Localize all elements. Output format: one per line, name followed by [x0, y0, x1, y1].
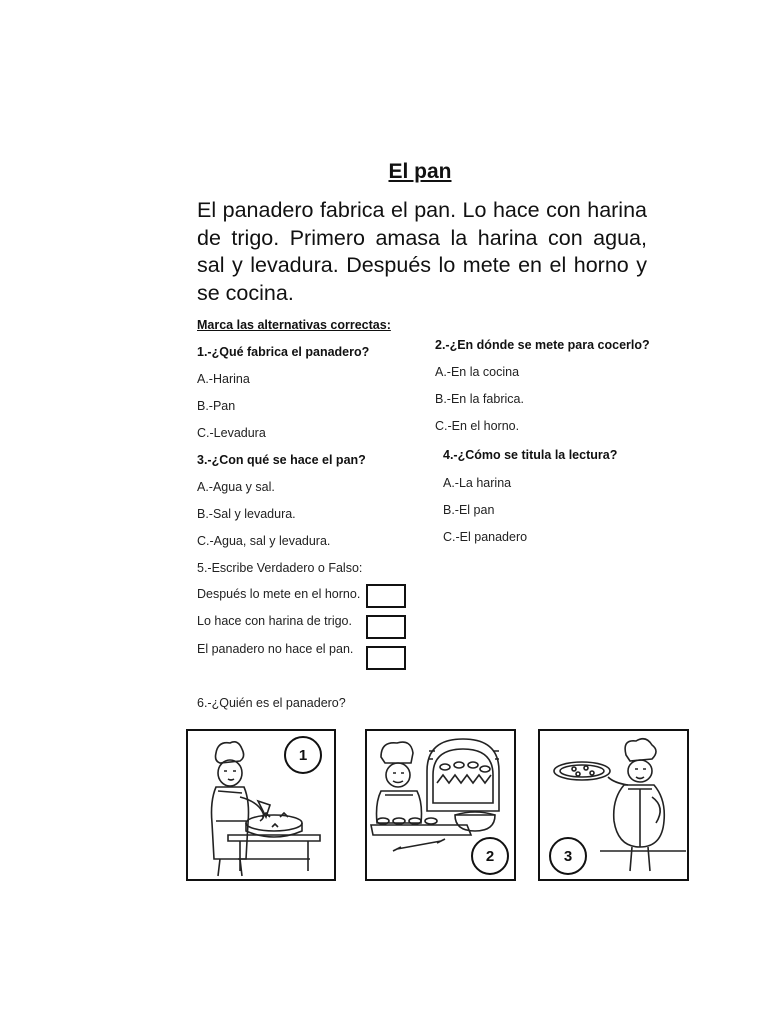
tf-answer-box-2[interactable]	[366, 615, 406, 639]
q2-option-b[interactable]: B.-En la fabrica.	[435, 392, 524, 406]
tf-statement-3: El panadero no hace el pan.	[197, 642, 354, 656]
q1-option-c[interactable]: C.-Levadura	[197, 426, 266, 440]
image-number-2: 2	[471, 837, 509, 875]
question-3: 3.-¿Con qué se hace el pan?	[197, 453, 366, 467]
reading-text: El panadero fabrica el pan. Lo hace con harina de trigo. Primero amasa la harina con agua, sal y levadura. Después lo mete en el horno y se cocina.	[197, 198, 647, 305]
q3-option-a[interactable]: A.-Agua y sal.	[197, 480, 275, 494]
image-panel-2[interactable]	[365, 729, 516, 881]
question-2: 2.-¿En dónde se mete para cocerlo?	[435, 338, 650, 352]
image-number-1: 1	[284, 736, 322, 774]
q3-option-c[interactable]: C.-Agua, sal y levadura.	[197, 534, 331, 548]
q2-option-a[interactable]: A.-En la cocina	[435, 365, 520, 379]
tf-statement-1: Después lo mete en el horno.	[197, 587, 361, 601]
q4-option-b[interactable]: B.-El pan	[443, 503, 495, 517]
instruction: Marca las alternativas correctas:	[197, 318, 391, 332]
q1-option-a[interactable]: A.-Harina	[197, 372, 250, 386]
q1-option-b[interactable]: B.-Pan	[197, 399, 236, 413]
question-1: 1.-¿Qué fabrica el panadero?	[197, 345, 370, 359]
image-number-3: 3	[549, 837, 587, 875]
q3-option-b[interactable]: B.-Sal y levadura.	[197, 507, 296, 521]
q4-option-a[interactable]: A.-La harina	[443, 476, 512, 490]
q4-option-c[interactable]: C.-El panadero	[443, 530, 528, 544]
tf-statement-2: Lo hace con harina de trigo.	[197, 614, 352, 628]
question-5: 5.-Escribe Verdadero o Falso:	[197, 561, 363, 575]
tf-answer-box-1[interactable]	[366, 584, 406, 608]
question-6: 6.-¿Quién es el panadero?	[197, 696, 346, 710]
tf-answer-box-3[interactable]	[366, 646, 406, 670]
q2-option-c[interactable]: C.-En el horno.	[435, 419, 520, 433]
page-title: El pan	[388, 160, 452, 183]
image-panel-3[interactable]	[538, 729, 689, 881]
image-panel-1[interactable]	[186, 729, 336, 881]
question-4: 4.-¿Cómo se titula la lectura?	[443, 448, 618, 462]
